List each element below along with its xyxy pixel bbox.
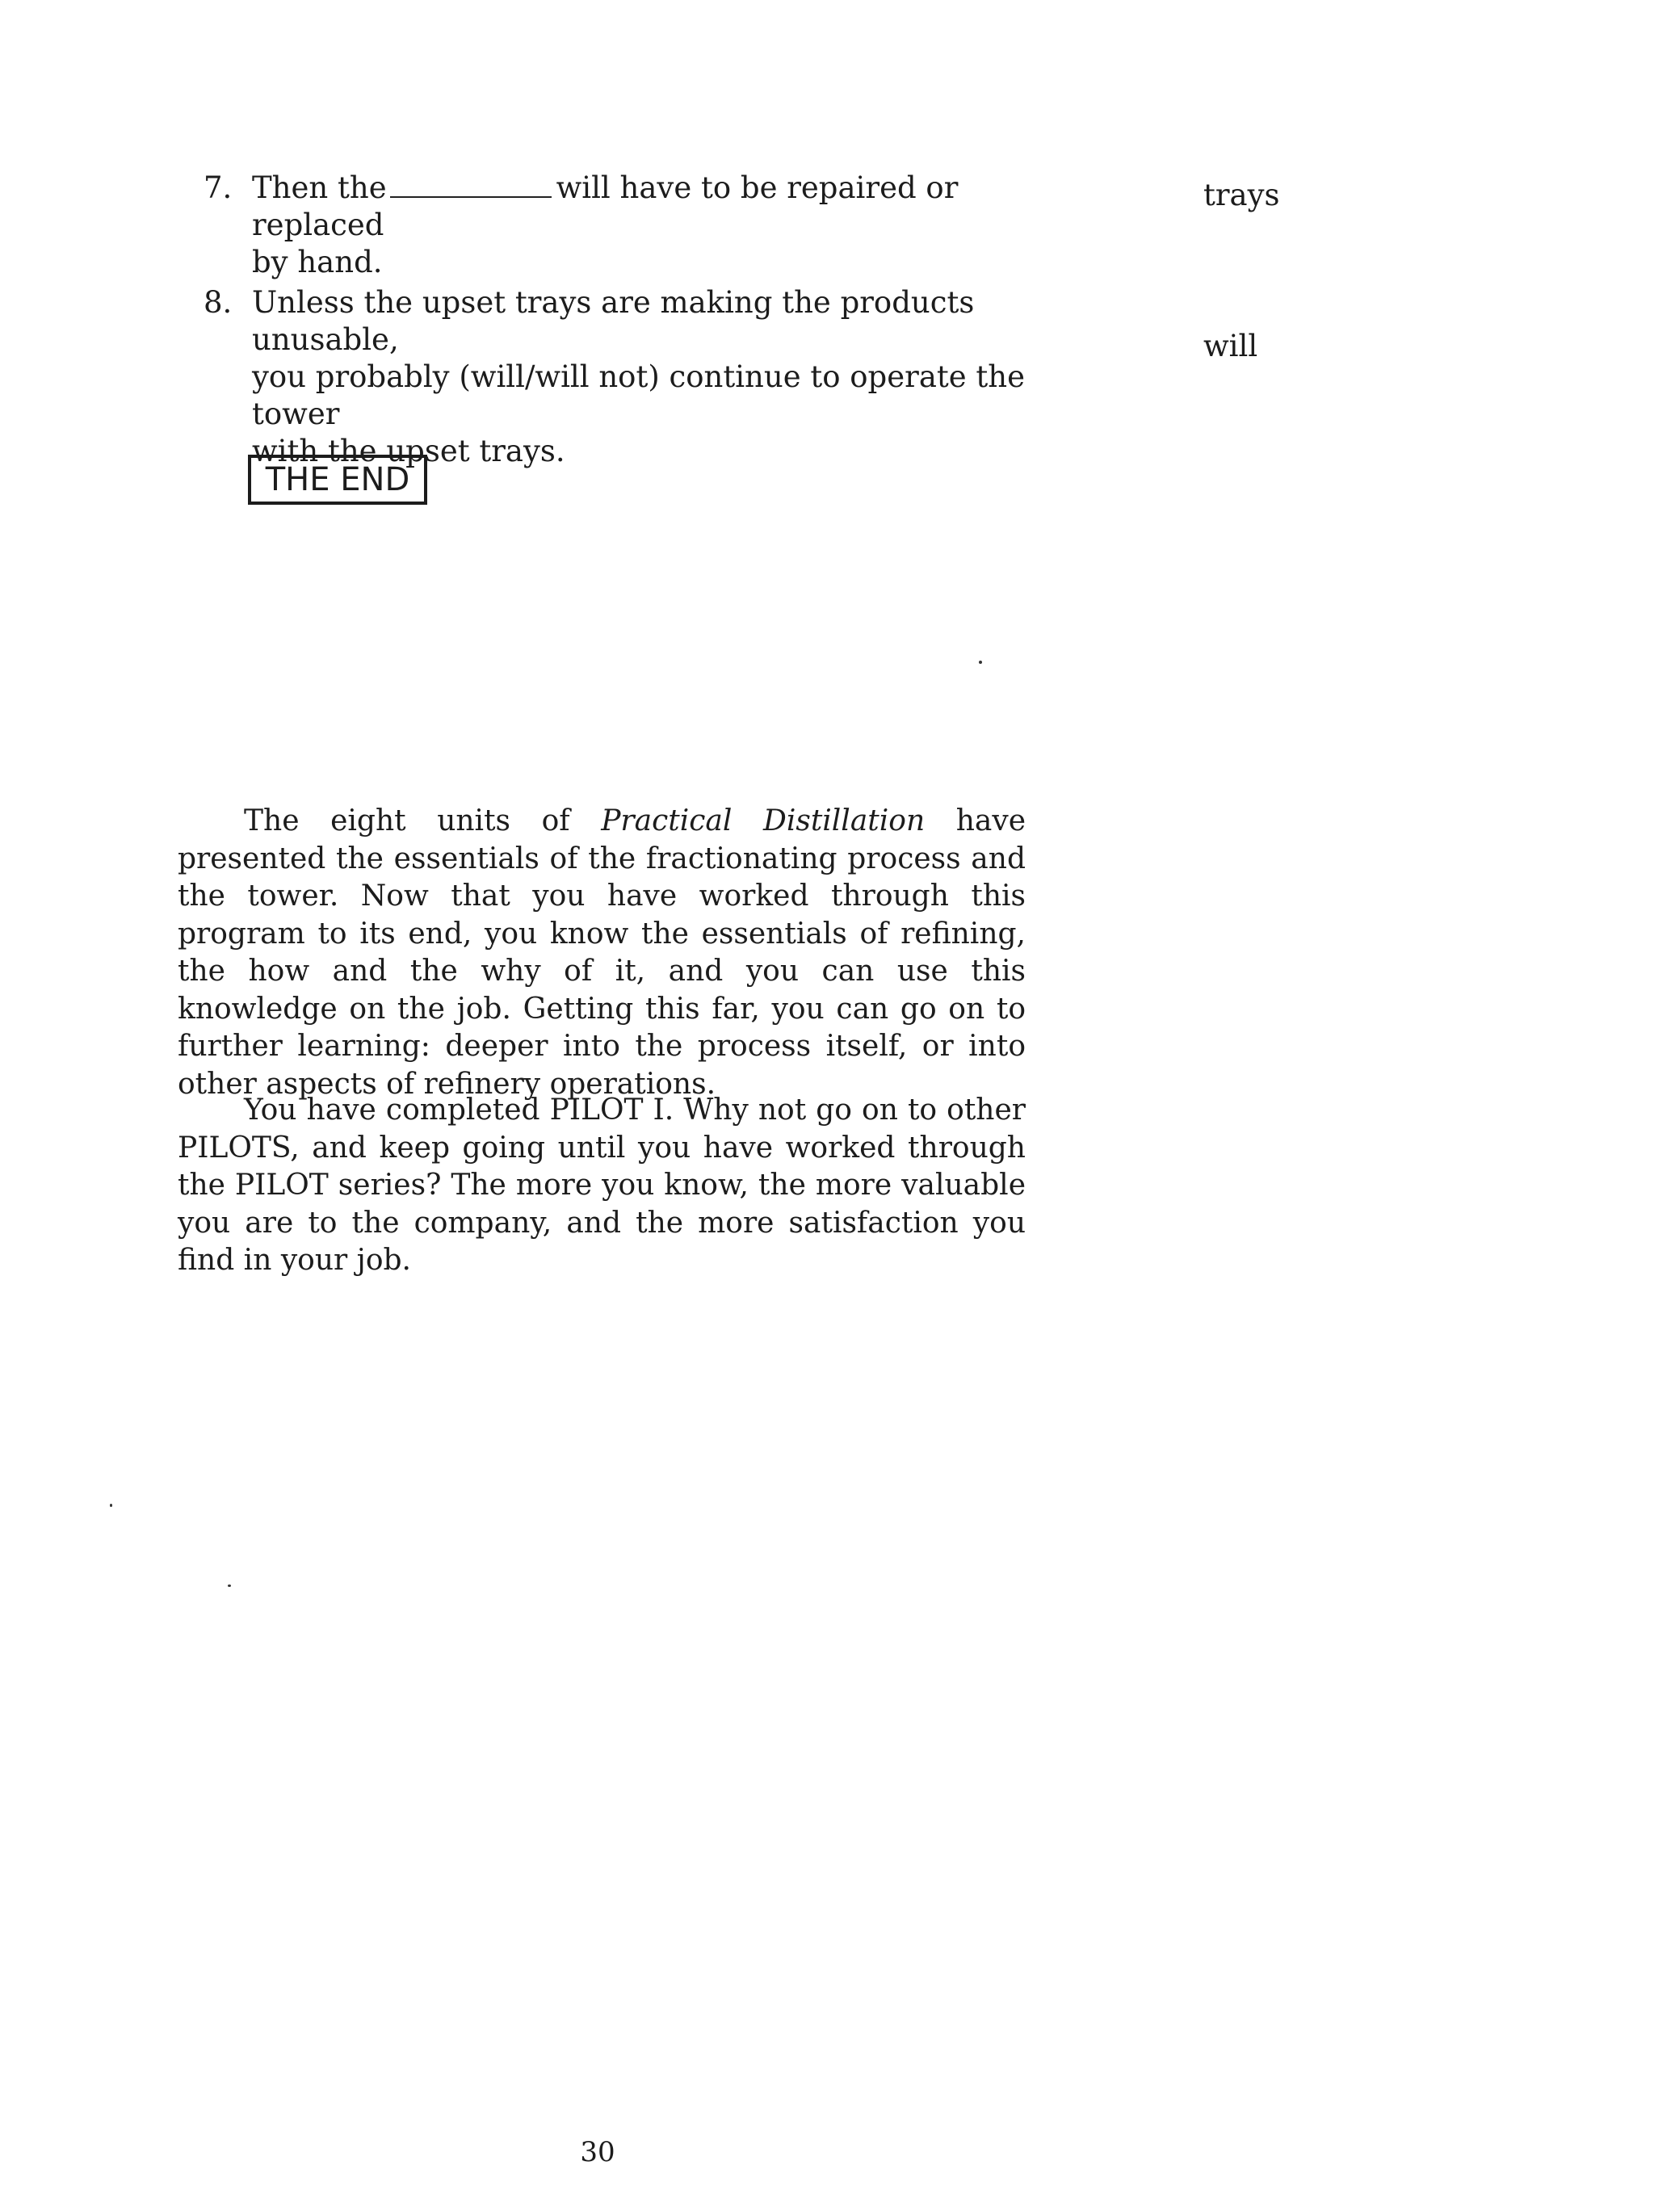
program-title: Practical Distillation — [601, 804, 926, 837]
paragraph-1-rest: have presented the essentials of the fractionating process and the tower. Now that you have worked through this program to its end, you know the essentials of refining, the how and the why of it, and you can use this knowledge on the job. Getting this far, you can go on to further learning: deeper into the process itself, or into other aspects of refinery operations. — [178, 804, 1026, 1101]
question-text-after: will have to be repaired or replaced — [252, 170, 959, 242]
question-text — [252, 170, 1092, 281]
scan-speck — [228, 1584, 231, 1587]
question-line3: with the upset trays. — [252, 434, 565, 468]
page-number: 30 — [580, 2136, 615, 2168]
question-text — [252, 284, 1092, 470]
answer-8: will — [1203, 329, 1258, 363]
question-number: 8. — [204, 285, 233, 320]
answer-7: trays — [1203, 178, 1280, 212]
scan-speck — [110, 1504, 112, 1507]
question-8 — [204, 284, 1076, 468]
the-end-box: THE END — [248, 455, 427, 505]
closing-paragraph-1 — [178, 803, 1026, 1103]
question-text-line2: by hand. — [252, 245, 383, 279]
question-text-before: Then the — [252, 170, 387, 205]
answer-blank — [390, 195, 552, 198]
closing-paragraph-2: You have completed PILOT I. Why not go on to other PILOTS, and keep going until you have worked through the PILOT series? The more you know, the more valuable you are to the company, and the more satisfaction you find in your job. — [178, 1093, 1026, 1277]
scan-speck — [979, 661, 982, 664]
question-line1: Unless the upset trays are making the products unusable, — [252, 285, 975, 357]
question-line2: you probably (will/will not) continue to operate the tower — [252, 359, 1025, 431]
question-number: 7. — [204, 170, 233, 205]
question-7 — [204, 170, 1076, 279]
paragraph-1-start: The eight units of — [244, 804, 602, 837]
